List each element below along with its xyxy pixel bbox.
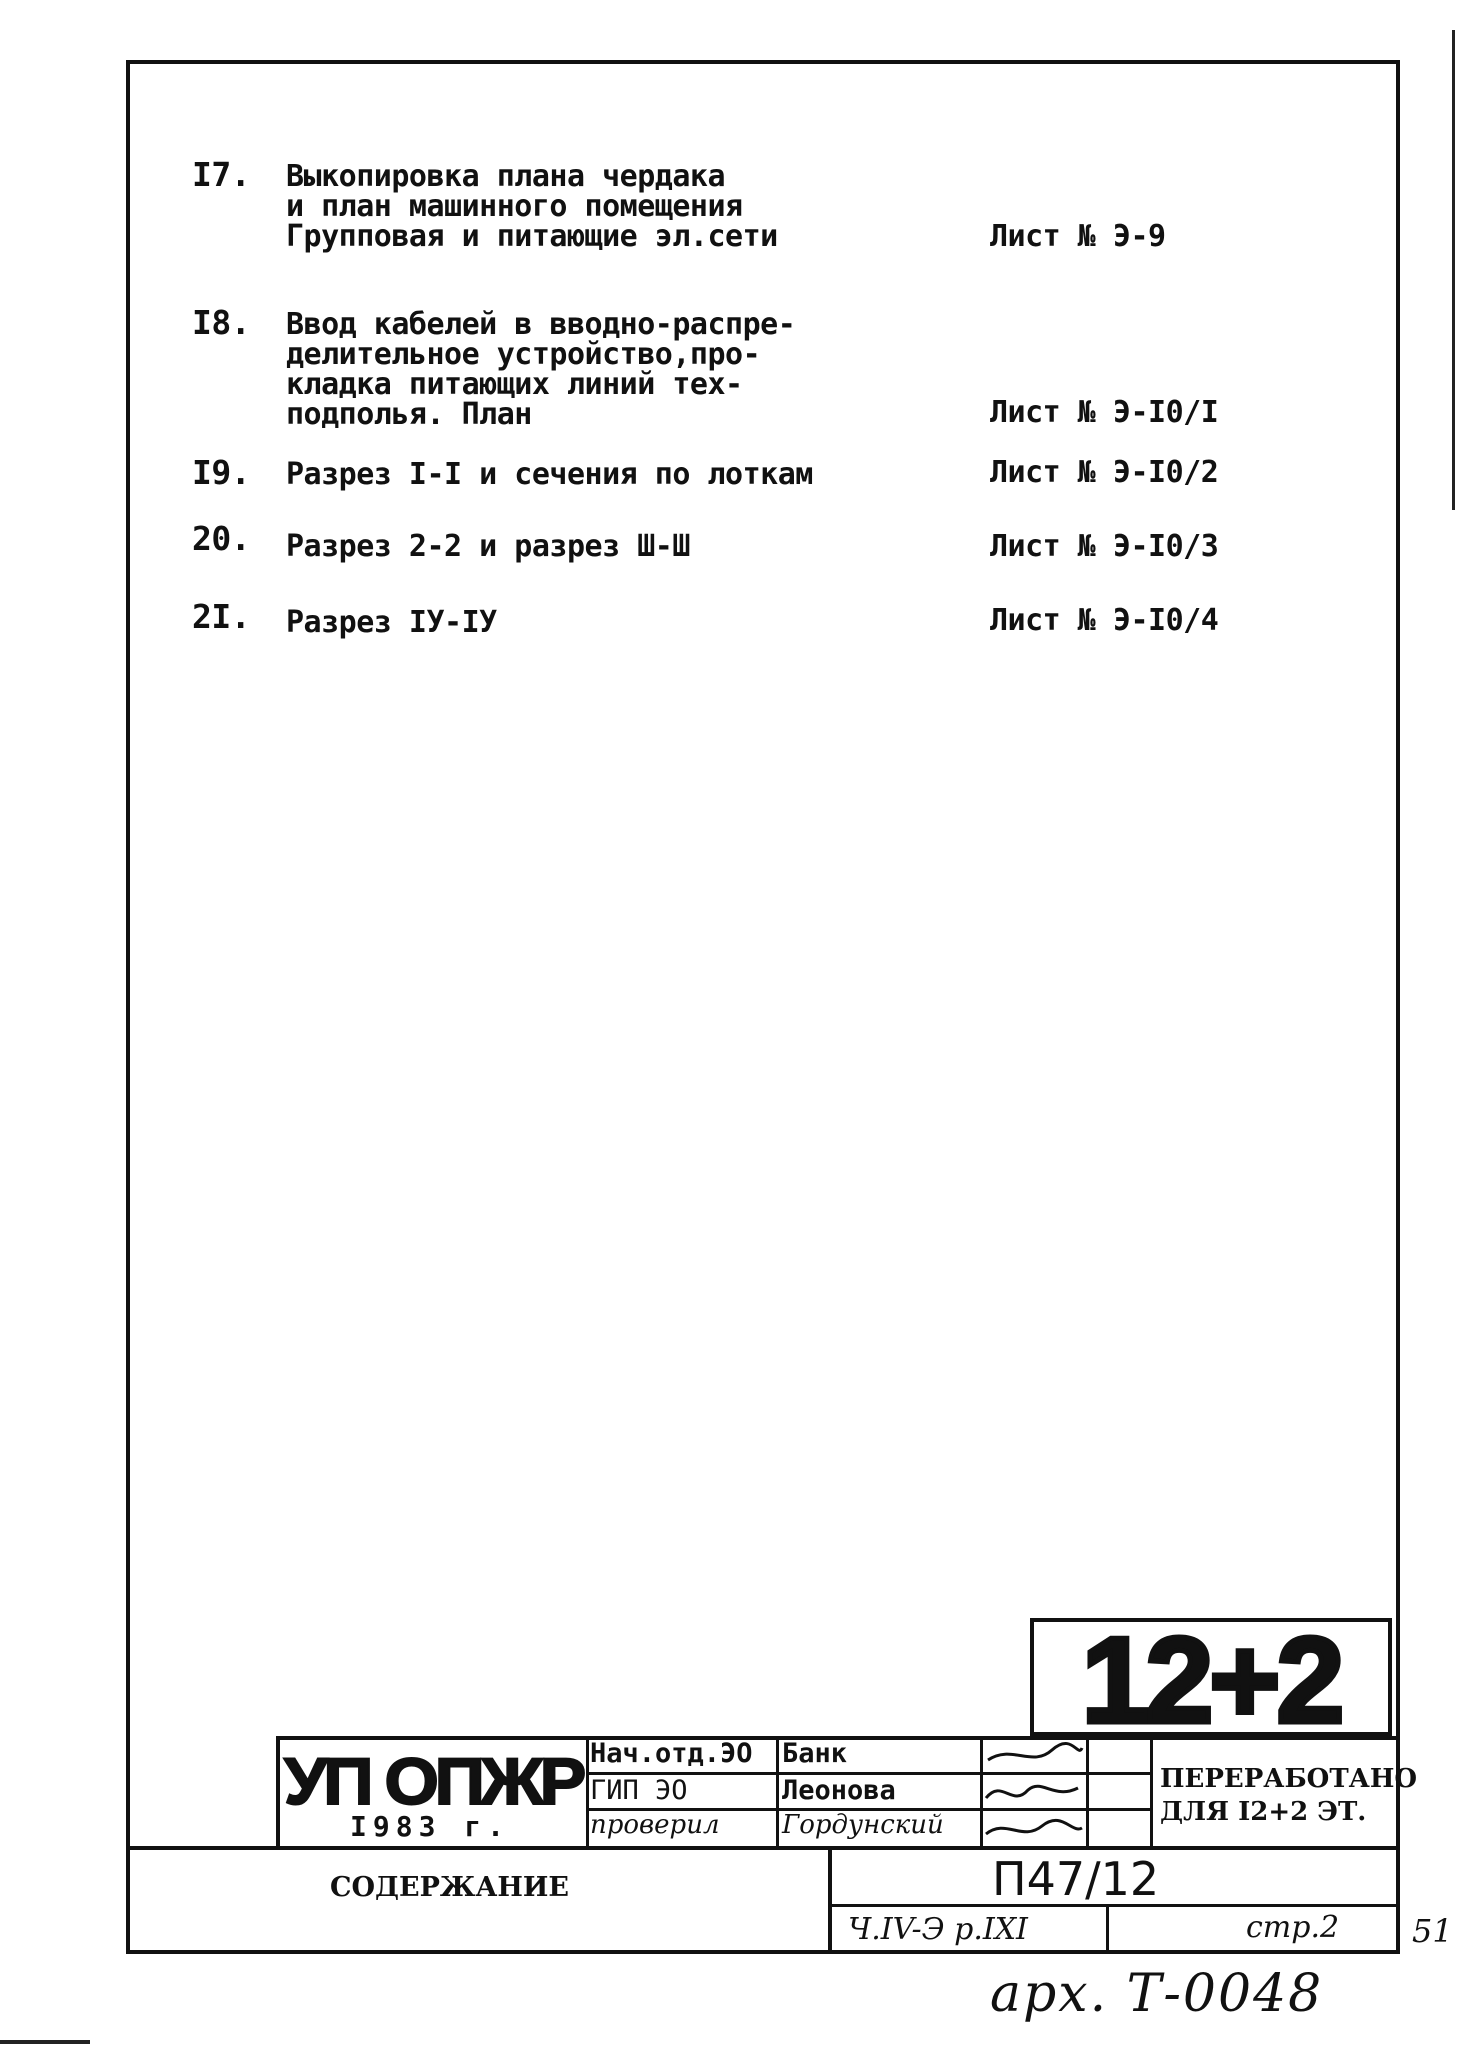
stamp-col-line: [1106, 1904, 1109, 1954]
title-block-lower: [126, 1846, 1400, 1850]
item-sheet: Лист № Э-I0/3: [990, 529, 1219, 564]
item-text: Разрез 2-2 и разрез Ш-Ш: [286, 529, 690, 564]
item-text: Разрез I-I и сечения по лоткам: [286, 457, 813, 492]
project-code: П47/12: [992, 1852, 1160, 1906]
list-item: [0, 519, 1482, 570]
year: I983 г.: [350, 1810, 511, 1843]
name-3: Гордунский: [782, 1810, 944, 1840]
org-logo: УП ОПЖР: [284, 1744, 585, 1818]
list-item: [0, 453, 1482, 498]
edge-line: [1452, 30, 1455, 510]
badge-text: 12+2: [1081, 1622, 1341, 1732]
item-text: Ввод кабелей в вводно-распре- делительное устройство,про- кладка питающих линий тех- подполья. План: [286, 307, 796, 432]
org-cell: [280, 1740, 586, 1844]
list-item: [0, 155, 1482, 260]
role-1: Нач.отд.ЭО: [590, 1738, 753, 1769]
floor-badge: [1030, 1618, 1392, 1736]
part-code: Ч.IV-Э р.IXI: [848, 1912, 1028, 1947]
list-item: [0, 303, 1482, 438]
edge-line: [0, 2040, 90, 2044]
role-3: проверил: [590, 1810, 720, 1840]
item-sheet: Лист № Э-9: [990, 219, 1166, 254]
item-number: 2I.: [192, 597, 251, 636]
name-1: Банк: [782, 1738, 848, 1769]
side-number: 51: [1412, 1912, 1453, 1950]
item-number: I7.: [192, 155, 251, 194]
item-sheet: Лист № Э-I0/I: [990, 395, 1219, 430]
role-2: ГИП ЭО: [590, 1775, 688, 1806]
item-number: I8.: [192, 303, 251, 342]
stamp-col-line: [1150, 1736, 1153, 1848]
note-line-1: ПЕРЕРАБОТАНО: [1160, 1764, 1418, 1794]
item-text: Разрез IУ-IУ: [286, 605, 497, 640]
stamp-col-line: [828, 1846, 832, 1954]
item-sheet: Лист № Э-I0/4: [990, 603, 1219, 638]
item-sheet: Лист № Э-I0/2: [990, 455, 1219, 490]
stamp-col-line: [1086, 1736, 1089, 1848]
stamp-col-line: [776, 1736, 779, 1848]
item-number: 20.: [192, 519, 251, 558]
name-2: Леонова: [782, 1775, 896, 1806]
document-title: СОДЕРЖАНИЕ: [330, 1872, 569, 1903]
signatures: [982, 1738, 1086, 1846]
note-line-2: ДЛЯ I2+2 ЭТ.: [1160, 1797, 1367, 1827]
archive-number: арх. Т-0048: [990, 1964, 1324, 2024]
item-text: Выкопировка плана чердака и план машинного помещения Групповая и питающие эл.сети: [286, 159, 778, 254]
list-item: [0, 597, 1482, 646]
item-number: I9.: [192, 453, 251, 492]
page-number: стр.2: [1246, 1910, 1340, 1945]
stamp-col-line: [586, 1736, 589, 1848]
